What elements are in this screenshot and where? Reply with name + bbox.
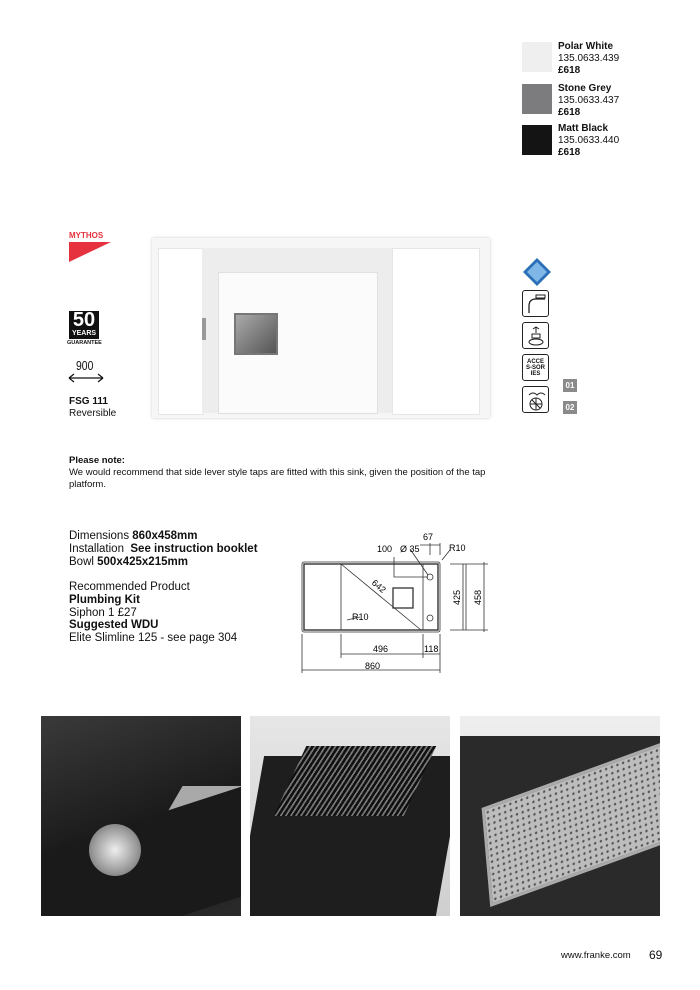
label: Dimensions: [69, 530, 130, 542]
guarantee-years: 50: [72, 309, 96, 331]
width-arrow-icon: [68, 373, 104, 383]
value: 860x458mm: [132, 530, 198, 542]
colour-name: Polar White: [558, 41, 614, 52]
dim-r10-top: R10: [449, 543, 466, 553]
dim-118: 118: [424, 644, 439, 654]
spec-dimensions: [69, 530, 198, 543]
swatch-matt-black: [522, 125, 552, 155]
accessories-label: ACCES-SORIES: [525, 358, 545, 377]
waste-outlet: [234, 313, 278, 355]
cleaning-icon: [522, 386, 549, 413]
colour-price: £618: [558, 107, 581, 118]
sink-product-image: [152, 238, 490, 418]
please-note: [69, 455, 489, 491]
photo-colander: [460, 716, 660, 916]
guarantee-label: GUARANTEE: [67, 340, 102, 346]
page-number: 69: [649, 948, 663, 962]
guarantee-badge: [69, 311, 99, 339]
footer-url[interactable]: www.franke.com: [561, 950, 631, 961]
dim-425: 425: [452, 589, 462, 605]
label: Bowl: [69, 556, 94, 568]
colour-name: Stone Grey: [558, 83, 612, 94]
model-note: Reversible: [69, 408, 117, 419]
colour-price: £618: [558, 65, 581, 76]
colour-code: 135.0633.437: [558, 95, 620, 106]
swatch-polar-white: [522, 42, 552, 72]
technical-drawing: [290, 525, 490, 675]
value: See instruction booklet: [130, 543, 258, 555]
dim-100: 100: [377, 544, 393, 554]
tag-02: 02: [563, 401, 577, 414]
dim-642: 642: [369, 577, 388, 595]
value: 500x425x215mm: [97, 556, 188, 568]
spec-installation: [69, 543, 258, 556]
model-code: FSG 111: [69, 396, 108, 407]
cabinet-width: 900: [76, 358, 94, 373]
suggested-wdu: Suggested WDU: [69, 619, 159, 631]
brand-flag-icon: [69, 242, 111, 262]
wdu-item: Elite Slimline 125 - see page 304: [69, 632, 238, 644]
recommended-heading: Recommended Product: [69, 581, 190, 593]
accessories-icon: [522, 354, 549, 381]
plumbing-kit: Plumbing Kit: [69, 594, 140, 606]
design-award-icon: [522, 257, 552, 287]
photo-waste-detail: [41, 716, 241, 916]
dim-496: 496: [373, 644, 389, 654]
spec-bowl: [69, 556, 188, 569]
colour-name: Matt Black: [558, 123, 609, 134]
sink-profile-icon: [522, 290, 549, 317]
range-name: MYTHOS: [69, 231, 104, 240]
dim-67: 67: [423, 532, 434, 542]
guarantee-years-label: YEARS: [71, 330, 97, 337]
note-title: Please note:: [69, 455, 125, 466]
tag-01: 01: [563, 379, 577, 392]
dim-860: 860: [365, 661, 381, 671]
label: Installation: [69, 543, 124, 555]
waste-valve-icon: [522, 322, 549, 349]
swatch-stone-grey: [522, 84, 552, 114]
colour-price: £618: [558, 147, 581, 158]
dim-458: 458: [473, 589, 483, 605]
colour-code: 135.0633.439: [558, 53, 620, 64]
photo-roller-mat: [250, 716, 450, 916]
colour-matt-black: [558, 123, 619, 159]
colour-stone-grey: [558, 83, 619, 119]
siphon: Siphon 1 £27: [69, 607, 137, 619]
dim-35: Ø 35: [400, 544, 420, 554]
colour-polar-white: [558, 41, 619, 77]
dim-r10-bottom: R10: [352, 612, 369, 622]
model-info: [69, 396, 116, 420]
note-text: We would recommend that side lever style taps are fitted with this sink, given the position of the tap platform.: [69, 467, 486, 490]
colour-code: 135.0633.440: [558, 135, 620, 146]
